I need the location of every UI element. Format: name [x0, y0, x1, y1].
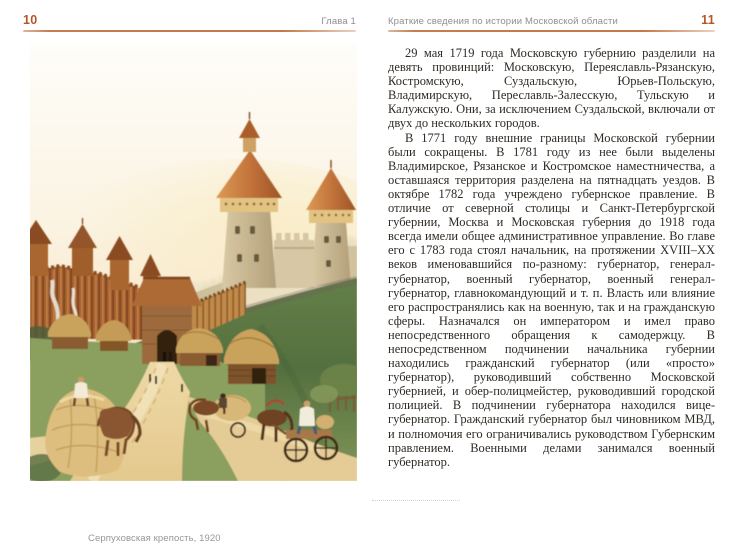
figure-caption: Серпуховская крепость, 1920 — [88, 533, 221, 544]
body-paragraph: 29 мая 1719 года Московскую губернию разделили на девять провинций: Московскую, Переяславль-Рязанскую, Костромскую, Суздальскую, Юрьев-Польскую, Владимирскую, Переславль-Залесскую, Тульскую и Калужскую. Они, за исключением Суздальской, включали от двух до нескольких городов. — [388, 46, 715, 131]
left-page-header — [23, 13, 356, 27]
body-paragraph: В 1771 году внешние границы Московской губернии были сокращены. В 1781 году из нее были выделены Владимирское, Рязанское и Костромское наместничества, а оставшаяся территория разделена на пятнадцать уездов. В октябре 1782 года учреждено губернское правление. В отличие от северной столицы и Санкт-Петербургской губернии, Москва и Московская губерния до 1918 года всегда имели общее административное управление. Во главе его с 1783 года стоял начальник, на протяжении XVIII–XX веков именовавшийся по-разному: губернатор, генерал-губернатор, военный губернатор, военный генерал-губернатор, главнокомандующий и т. п. Власть или влияние его распространялись как на военную, так и на гражданскую сферы. Назначался он императором и имел право непосредственного обращения к самодержцу. В непосредственном подчинении начальника губернии находились гражданский губернатор (или «просто» губернатор), руководивший собственно Московской губернией, и обер-полицмейстер, руководивший городской полицией. В подчинении губернатора находился вице-губернатор. Гражданский губернатор был чиновником МВД, и полномочия его ограничивались руководством Губернским правлением. Военными делами занимался военный губернатор. — [388, 130, 715, 469]
illustration-serpukhov-fortress — [30, 44, 357, 544]
body-text-column — [388, 46, 715, 469]
spine-scan-artifact — [372, 500, 460, 501]
right-page-number: 11 — [701, 13, 715, 27]
left-page-number: 10 — [23, 13, 38, 27]
left-header-rule — [23, 30, 356, 32]
right-page-header — [388, 13, 715, 27]
fortress-painting — [30, 44, 357, 481]
right-header-rule — [388, 30, 715, 32]
left-running-title: Глава 1 — [321, 16, 356, 27]
right-running-title: Краткие сведения по истории Московской области — [388, 16, 618, 27]
